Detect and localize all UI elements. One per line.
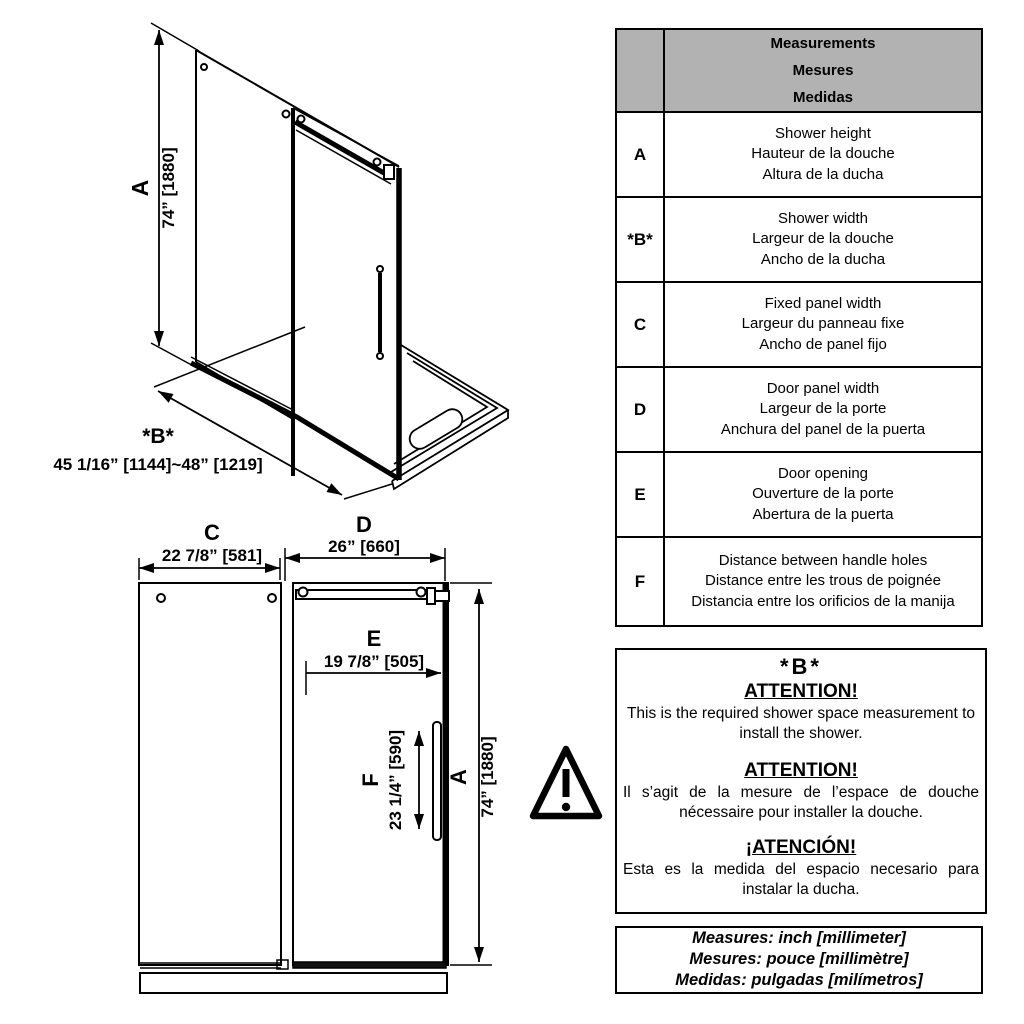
iso-dim-a-value: 74” [1880] — [159, 147, 178, 229]
table-header-key-cell — [616, 29, 664, 112]
iso-door-handle — [377, 266, 383, 359]
attention-heading-fr: ATTENTION! — [744, 760, 858, 781]
iso-fixed-panel — [196, 50, 399, 419]
front-dim-a-label: A — [446, 769, 471, 785]
row-description: Shower width Largeur de la douche Ancho de la ducha — [664, 197, 982, 282]
iso-shower-tray — [391, 345, 508, 489]
row-key: *B* — [616, 197, 664, 282]
iso-dim-b-value: 45 1/16” [1144]~48” [1219] — [53, 455, 263, 474]
attention-body-es: Esta es la medida del espacio necesario para instalar la ducha. — [623, 861, 979, 898]
table-header-line: Medidas — [792, 89, 853, 106]
front-door-handle — [433, 722, 441, 840]
front-dim-e-value: 19 7/8” [505] — [323, 652, 425, 671]
row-key: E — [616, 452, 664, 537]
row-key: D — [616, 367, 664, 452]
front-dim-a-value: 74” [1880] — [478, 736, 497, 818]
attention-heading-es: ¡ATENCIÓN! — [745, 837, 857, 858]
units-line-fr: Mesures: pouce [millimètre] — [689, 950, 909, 968]
row-key: C — [616, 282, 664, 367]
table-row — [616, 112, 982, 197]
front-dim-f-value: 23 1/4” [590] — [386, 729, 405, 831]
front-dim-c-label: C — [204, 520, 220, 545]
units-line-en: Measures: inch [millimeter] — [692, 929, 906, 947]
isometric-view — [20, 10, 620, 540]
row-key: A — [616, 112, 664, 197]
table-header-row — [616, 29, 982, 112]
attention-heading-en: ATTENTION! — [744, 681, 858, 702]
iso-dim-a-label: A — [127, 179, 153, 197]
iso-dim-b-label: *B* — [142, 425, 174, 448]
front-dim-c-value: 22 7/8” [581] — [161, 546, 263, 565]
front-view — [100, 500, 620, 1024]
table-row — [616, 197, 982, 282]
row-description: Shower height Hauteur de la douche Altura de la ducha — [664, 112, 982, 197]
front-dim-d-value: 26” [660] — [328, 537, 400, 556]
attention-box — [615, 648, 987, 914]
warning-triangle-icon — [533, 749, 599, 816]
table-row — [616, 537, 982, 626]
table-header-line: Mesures — [792, 62, 854, 79]
units-line-es: Medidas: pulgadas [milímetros] — [675, 971, 923, 989]
table-row — [616, 282, 982, 367]
measurements-table — [615, 28, 983, 627]
table-header-line: Measurements — [770, 35, 876, 52]
row-description: Fixed panel width Largeur du panneau fixe Ancho de panel fijo — [664, 282, 982, 367]
row-key: F — [616, 537, 664, 626]
attention-body-fr: Il s’agit de la mesure de l’espace de douche nécessaire pour installer la douche. — [623, 784, 979, 821]
table-row — [616, 452, 982, 537]
attention-body-en: This is the required shower space measurement to install the shower. — [626, 705, 976, 742]
row-description: Door opening Ouverture de la porte Abertura de la puerta — [664, 452, 982, 537]
table-header-cell — [664, 29, 982, 112]
row-description: Distance between handle holes Distance entre les trous de poignée Distancia entre los orificios de la manija — [664, 537, 982, 626]
units-box — [615, 926, 983, 994]
front-dim-e-label: E — [366, 626, 382, 651]
front-dim-f-label: F — [358, 773, 383, 787]
front-roller-bar — [296, 588, 449, 605]
row-description: Door panel width Largeur de la porte Anchura del panel de la puerta — [664, 367, 982, 452]
attention-title: *B* — [779, 654, 822, 679]
table-row — [616, 367, 982, 452]
front-fixed-panel — [139, 583, 281, 965]
front-dim-d-label: D — [356, 512, 372, 537]
